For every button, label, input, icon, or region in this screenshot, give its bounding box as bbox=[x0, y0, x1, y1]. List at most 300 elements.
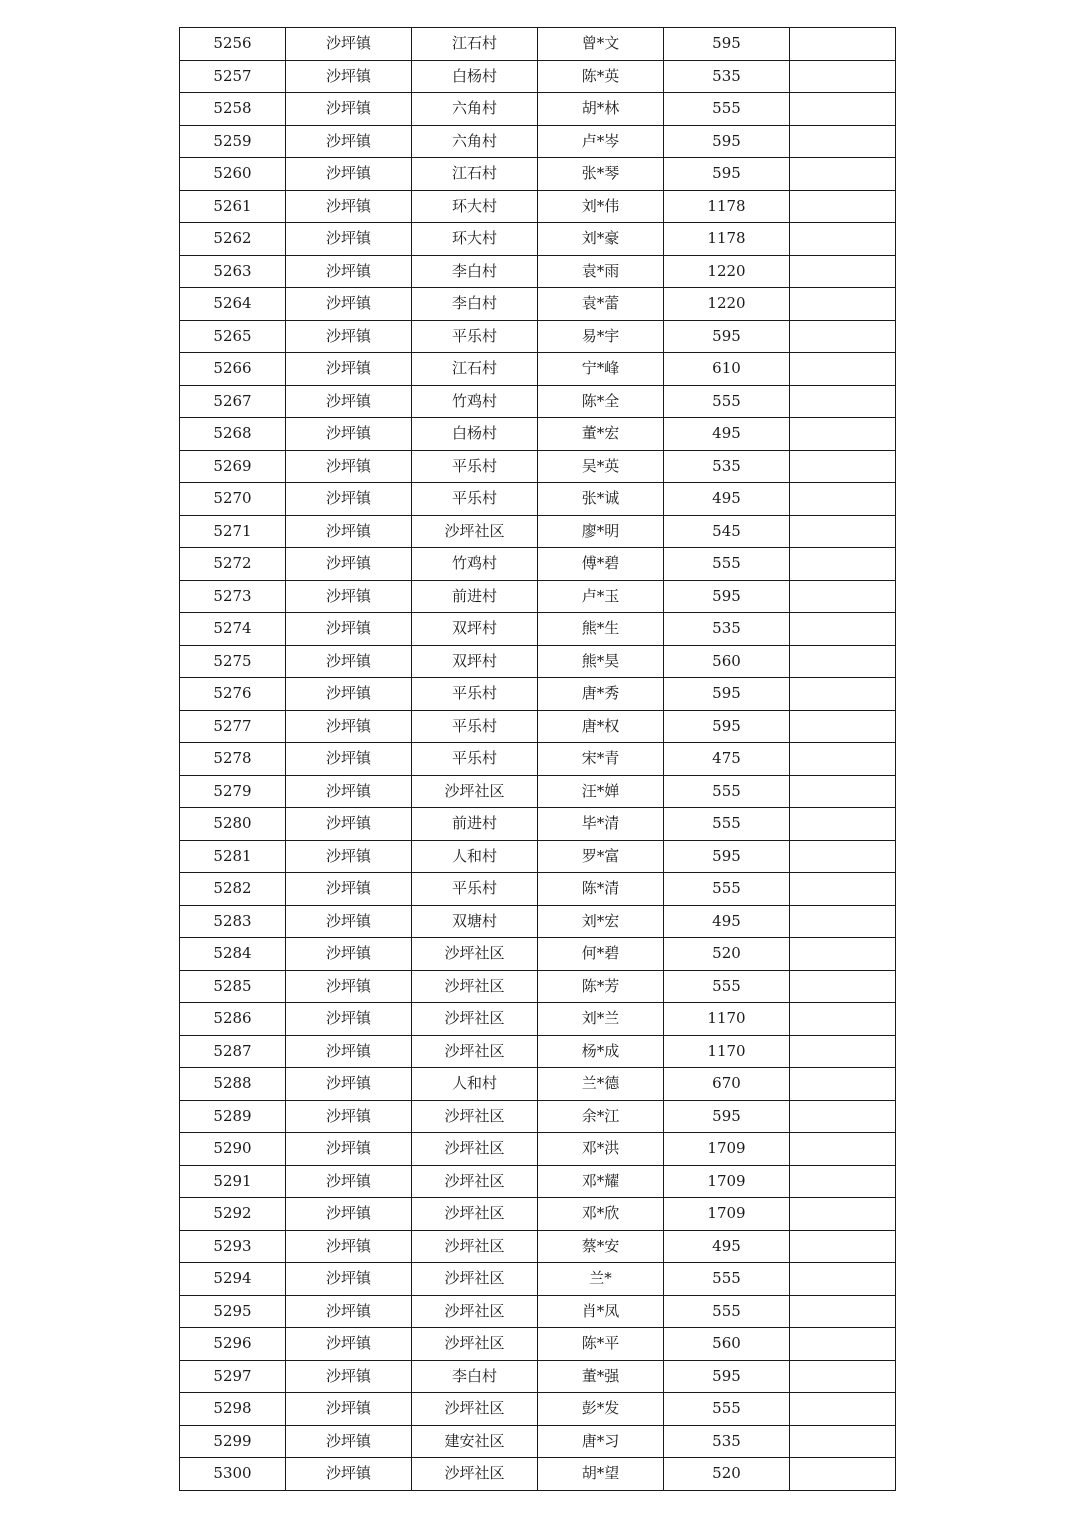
record-number: 5294 bbox=[180, 1263, 286, 1296]
note-cell bbox=[790, 1425, 896, 1458]
town-cell: 沙坪镇 bbox=[286, 1230, 412, 1263]
village-cell: 建安社区 bbox=[412, 1425, 538, 1458]
name-cell: 余*江 bbox=[538, 1100, 664, 1133]
town-cell: 沙坪镇 bbox=[286, 418, 412, 451]
village-cell: 江石村 bbox=[412, 28, 538, 61]
town-cell: 沙坪镇 bbox=[286, 190, 412, 223]
table-row bbox=[180, 385, 896, 418]
note-cell bbox=[790, 1328, 896, 1361]
table-row bbox=[180, 1068, 896, 1101]
town-cell: 沙坪镇 bbox=[286, 255, 412, 288]
amount-cell: 595 bbox=[664, 125, 790, 158]
town-cell: 沙坪镇 bbox=[286, 125, 412, 158]
village-cell: 环大村 bbox=[412, 223, 538, 256]
note-cell bbox=[790, 1035, 896, 1068]
record-number: 5256 bbox=[180, 28, 286, 61]
note-cell bbox=[790, 645, 896, 678]
note-cell bbox=[790, 223, 896, 256]
town-cell: 沙坪镇 bbox=[286, 158, 412, 191]
note-cell bbox=[790, 678, 896, 711]
name-cell: 卢*玉 bbox=[538, 580, 664, 613]
name-cell: 陈*平 bbox=[538, 1328, 664, 1361]
table-row bbox=[180, 1003, 896, 1036]
table-row bbox=[180, 1035, 896, 1068]
record-number: 5268 bbox=[180, 418, 286, 451]
amount-cell: 555 bbox=[664, 1263, 790, 1296]
village-cell: 人和村 bbox=[412, 1068, 538, 1101]
town-cell: 沙坪镇 bbox=[286, 1100, 412, 1133]
table-row bbox=[180, 320, 896, 353]
town-cell: 沙坪镇 bbox=[286, 905, 412, 938]
table-row bbox=[180, 125, 896, 158]
amount-cell: 560 bbox=[664, 645, 790, 678]
amount-cell: 595 bbox=[664, 1360, 790, 1393]
table-row bbox=[180, 743, 896, 776]
note-cell bbox=[790, 288, 896, 321]
table-row bbox=[180, 255, 896, 288]
town-cell: 沙坪镇 bbox=[286, 1198, 412, 1231]
table-row bbox=[180, 1295, 896, 1328]
note-cell bbox=[790, 93, 896, 126]
town-cell: 沙坪镇 bbox=[286, 385, 412, 418]
record-number: 5298 bbox=[180, 1393, 286, 1426]
village-cell: 沙坪社区 bbox=[412, 938, 538, 971]
amount-cell: 1709 bbox=[664, 1133, 790, 1166]
record-number: 5278 bbox=[180, 743, 286, 776]
town-cell: 沙坪镇 bbox=[286, 1393, 412, 1426]
village-cell: 沙坪社区 bbox=[412, 1133, 538, 1166]
table-row bbox=[180, 873, 896, 906]
name-cell: 曾*文 bbox=[538, 28, 664, 61]
amount-cell: 1220 bbox=[664, 288, 790, 321]
table-row bbox=[180, 1165, 896, 1198]
name-cell: 宁*峰 bbox=[538, 353, 664, 386]
village-cell: 双塘村 bbox=[412, 905, 538, 938]
table-row bbox=[180, 1263, 896, 1296]
town-cell: 沙坪镇 bbox=[286, 775, 412, 808]
record-number: 5280 bbox=[180, 808, 286, 841]
record-number: 5275 bbox=[180, 645, 286, 678]
amount-cell: 520 bbox=[664, 1458, 790, 1491]
village-cell: 沙坪社区 bbox=[412, 1003, 538, 1036]
village-cell: 李白村 bbox=[412, 255, 538, 288]
name-cell: 张*诚 bbox=[538, 483, 664, 516]
record-number: 5274 bbox=[180, 613, 286, 646]
record-number: 5291 bbox=[180, 1165, 286, 1198]
town-cell: 沙坪镇 bbox=[286, 288, 412, 321]
town-cell: 沙坪镇 bbox=[286, 1263, 412, 1296]
village-cell: 沙坪社区 bbox=[412, 1198, 538, 1231]
note-cell bbox=[790, 580, 896, 613]
amount-cell: 1178 bbox=[664, 223, 790, 256]
table-row bbox=[180, 1393, 896, 1426]
record-number: 5284 bbox=[180, 938, 286, 971]
name-cell: 张*琴 bbox=[538, 158, 664, 191]
amount-cell: 555 bbox=[664, 970, 790, 1003]
village-cell: 六角村 bbox=[412, 125, 538, 158]
village-cell: 平乐村 bbox=[412, 320, 538, 353]
village-cell: 沙坪社区 bbox=[412, 1100, 538, 1133]
table-row bbox=[180, 775, 896, 808]
village-cell: 双坪村 bbox=[412, 613, 538, 646]
name-cell: 兰*德 bbox=[538, 1068, 664, 1101]
record-number: 5258 bbox=[180, 93, 286, 126]
town-cell: 沙坪镇 bbox=[286, 873, 412, 906]
table-row bbox=[180, 580, 896, 613]
note-cell bbox=[790, 1133, 896, 1166]
village-cell: 双坪村 bbox=[412, 645, 538, 678]
amount-cell: 595 bbox=[664, 840, 790, 873]
record-number: 5265 bbox=[180, 320, 286, 353]
record-number: 5285 bbox=[180, 970, 286, 1003]
amount-cell: 1220 bbox=[664, 255, 790, 288]
village-cell: 竹鸡村 bbox=[412, 385, 538, 418]
name-cell: 袁*雨 bbox=[538, 255, 664, 288]
record-number: 5272 bbox=[180, 548, 286, 581]
table-row bbox=[180, 1458, 896, 1491]
note-cell bbox=[790, 1100, 896, 1133]
town-cell: 沙坪镇 bbox=[286, 1068, 412, 1101]
table-row bbox=[180, 678, 896, 711]
name-cell: 肖*凤 bbox=[538, 1295, 664, 1328]
name-cell: 唐*习 bbox=[538, 1425, 664, 1458]
name-cell: 刘*宏 bbox=[538, 905, 664, 938]
town-cell: 沙坪镇 bbox=[286, 613, 412, 646]
amount-cell: 495 bbox=[664, 418, 790, 451]
village-cell: 平乐村 bbox=[412, 483, 538, 516]
town-cell: 沙坪镇 bbox=[286, 1035, 412, 1068]
name-cell: 杨*成 bbox=[538, 1035, 664, 1068]
note-cell bbox=[790, 905, 896, 938]
table-row bbox=[180, 840, 896, 873]
village-cell: 沙坪社区 bbox=[412, 1263, 538, 1296]
record-number: 5287 bbox=[180, 1035, 286, 1068]
table-row bbox=[180, 190, 896, 223]
record-number: 5295 bbox=[180, 1295, 286, 1328]
village-cell: 平乐村 bbox=[412, 678, 538, 711]
town-cell: 沙坪镇 bbox=[286, 645, 412, 678]
village-cell: 沙坪社区 bbox=[412, 1328, 538, 1361]
amount-cell: 555 bbox=[664, 808, 790, 841]
record-number: 5289 bbox=[180, 1100, 286, 1133]
village-cell: 沙坪社区 bbox=[412, 1393, 538, 1426]
table-row bbox=[180, 548, 896, 581]
town-cell: 沙坪镇 bbox=[286, 483, 412, 516]
name-cell: 陈*英 bbox=[538, 60, 664, 93]
note-cell bbox=[790, 418, 896, 451]
amount-cell: 610 bbox=[664, 353, 790, 386]
table-row bbox=[180, 223, 896, 256]
note-cell bbox=[790, 613, 896, 646]
note-cell bbox=[790, 1263, 896, 1296]
village-cell: 前进村 bbox=[412, 580, 538, 613]
record-number: 5260 bbox=[180, 158, 286, 191]
village-cell: 沙坪社区 bbox=[412, 1035, 538, 1068]
amount-cell: 555 bbox=[664, 775, 790, 808]
amount-cell: 1178 bbox=[664, 190, 790, 223]
note-cell bbox=[790, 775, 896, 808]
amount-cell: 495 bbox=[664, 483, 790, 516]
note-cell bbox=[790, 1393, 896, 1426]
note-cell bbox=[790, 320, 896, 353]
table-row bbox=[180, 28, 896, 61]
name-cell: 陈*芳 bbox=[538, 970, 664, 1003]
name-cell: 何*碧 bbox=[538, 938, 664, 971]
village-cell: 平乐村 bbox=[412, 710, 538, 743]
note-cell bbox=[790, 1295, 896, 1328]
town-cell: 沙坪镇 bbox=[286, 938, 412, 971]
record-number: 5257 bbox=[180, 60, 286, 93]
record-number: 5300 bbox=[180, 1458, 286, 1491]
amount-cell: 535 bbox=[664, 613, 790, 646]
name-cell: 刘*豪 bbox=[538, 223, 664, 256]
table-row bbox=[180, 353, 896, 386]
town-cell: 沙坪镇 bbox=[286, 320, 412, 353]
record-number: 5262 bbox=[180, 223, 286, 256]
table-row bbox=[180, 288, 896, 321]
record-number: 5293 bbox=[180, 1230, 286, 1263]
village-cell: 人和村 bbox=[412, 840, 538, 873]
record-number: 5286 bbox=[180, 1003, 286, 1036]
record-number: 5279 bbox=[180, 775, 286, 808]
name-cell: 唐*秀 bbox=[538, 678, 664, 711]
name-cell: 蔡*安 bbox=[538, 1230, 664, 1263]
name-cell: 毕*清 bbox=[538, 808, 664, 841]
name-cell: 唐*权 bbox=[538, 710, 664, 743]
table-row bbox=[180, 970, 896, 1003]
name-cell: 陈*全 bbox=[538, 385, 664, 418]
note-cell bbox=[790, 1165, 896, 1198]
village-cell: 六角村 bbox=[412, 93, 538, 126]
name-cell: 宋*青 bbox=[538, 743, 664, 776]
table-row bbox=[180, 418, 896, 451]
record-number: 5266 bbox=[180, 353, 286, 386]
name-cell: 邓*耀 bbox=[538, 1165, 664, 1198]
note-cell bbox=[790, 1360, 896, 1393]
table-row bbox=[180, 905, 896, 938]
village-cell: 竹鸡村 bbox=[412, 548, 538, 581]
table-row bbox=[180, 1425, 896, 1458]
note-cell bbox=[790, 808, 896, 841]
record-number: 5281 bbox=[180, 840, 286, 873]
table-row bbox=[180, 1133, 896, 1166]
amount-cell: 535 bbox=[664, 60, 790, 93]
amount-cell: 1170 bbox=[664, 1003, 790, 1036]
town-cell: 沙坪镇 bbox=[286, 743, 412, 776]
record-number: 5290 bbox=[180, 1133, 286, 1166]
name-cell: 熊*昊 bbox=[538, 645, 664, 678]
village-cell: 沙坪社区 bbox=[412, 1295, 538, 1328]
name-cell: 陈*清 bbox=[538, 873, 664, 906]
amount-cell: 535 bbox=[664, 1425, 790, 1458]
note-cell bbox=[790, 60, 896, 93]
table-row bbox=[180, 808, 896, 841]
village-cell: 沙坪社区 bbox=[412, 970, 538, 1003]
note-cell bbox=[790, 353, 896, 386]
note-cell bbox=[790, 938, 896, 971]
village-cell: 白杨村 bbox=[412, 60, 538, 93]
note-cell bbox=[790, 710, 896, 743]
records-table bbox=[179, 27, 896, 1491]
note-cell bbox=[790, 840, 896, 873]
village-cell: 平乐村 bbox=[412, 450, 538, 483]
note-cell bbox=[790, 1068, 896, 1101]
name-cell: 刘*伟 bbox=[538, 190, 664, 223]
record-number: 5296 bbox=[180, 1328, 286, 1361]
village-cell: 环大村 bbox=[412, 190, 538, 223]
record-number: 5277 bbox=[180, 710, 286, 743]
town-cell: 沙坪镇 bbox=[286, 1458, 412, 1491]
amount-cell: 595 bbox=[664, 678, 790, 711]
amount-cell: 545 bbox=[664, 515, 790, 548]
town-cell: 沙坪镇 bbox=[286, 1295, 412, 1328]
town-cell: 沙坪镇 bbox=[286, 710, 412, 743]
amount-cell: 495 bbox=[664, 905, 790, 938]
town-cell: 沙坪镇 bbox=[286, 1003, 412, 1036]
town-cell: 沙坪镇 bbox=[286, 1133, 412, 1166]
name-cell: 刘*兰 bbox=[538, 1003, 664, 1036]
village-cell: 沙坪社区 bbox=[412, 775, 538, 808]
record-number: 5267 bbox=[180, 385, 286, 418]
amount-cell: 595 bbox=[664, 158, 790, 191]
note-cell bbox=[790, 970, 896, 1003]
record-number: 5261 bbox=[180, 190, 286, 223]
table-row bbox=[180, 938, 896, 971]
town-cell: 沙坪镇 bbox=[286, 450, 412, 483]
amount-cell: 1709 bbox=[664, 1198, 790, 1231]
table-row bbox=[180, 710, 896, 743]
record-number: 5269 bbox=[180, 450, 286, 483]
village-cell: 沙坪社区 bbox=[412, 1165, 538, 1198]
table-row bbox=[180, 1198, 896, 1231]
table-row bbox=[180, 158, 896, 191]
name-cell: 董*宏 bbox=[538, 418, 664, 451]
record-number: 5288 bbox=[180, 1068, 286, 1101]
note-cell bbox=[790, 450, 896, 483]
town-cell: 沙坪镇 bbox=[286, 1360, 412, 1393]
record-number: 5282 bbox=[180, 873, 286, 906]
record-number: 5292 bbox=[180, 1198, 286, 1231]
record-number: 5259 bbox=[180, 125, 286, 158]
town-cell: 沙坪镇 bbox=[286, 1165, 412, 1198]
table-row bbox=[180, 1100, 896, 1133]
village-cell: 江石村 bbox=[412, 353, 538, 386]
note-cell bbox=[790, 1458, 896, 1491]
record-number: 5264 bbox=[180, 288, 286, 321]
town-cell: 沙坪镇 bbox=[286, 28, 412, 61]
table-row bbox=[180, 450, 896, 483]
record-number: 5263 bbox=[180, 255, 286, 288]
amount-cell: 1709 bbox=[664, 1165, 790, 1198]
amount-cell: 555 bbox=[664, 548, 790, 581]
note-cell bbox=[790, 190, 896, 223]
note-cell bbox=[790, 1003, 896, 1036]
table-row bbox=[180, 645, 896, 678]
record-number: 5270 bbox=[180, 483, 286, 516]
village-cell: 白杨村 bbox=[412, 418, 538, 451]
name-cell: 胡*望 bbox=[538, 1458, 664, 1491]
table-row bbox=[180, 93, 896, 126]
table-row bbox=[180, 1328, 896, 1361]
table-row bbox=[180, 1230, 896, 1263]
town-cell: 沙坪镇 bbox=[286, 353, 412, 386]
name-cell: 邓*欣 bbox=[538, 1198, 664, 1231]
village-cell: 江石村 bbox=[412, 158, 538, 191]
note-cell bbox=[790, 28, 896, 61]
amount-cell: 555 bbox=[664, 93, 790, 126]
town-cell: 沙坪镇 bbox=[286, 93, 412, 126]
table-row bbox=[180, 60, 896, 93]
note-cell bbox=[790, 125, 896, 158]
table-row bbox=[180, 1360, 896, 1393]
village-cell: 平乐村 bbox=[412, 873, 538, 906]
table-row bbox=[180, 613, 896, 646]
village-cell: 沙坪社区 bbox=[412, 1230, 538, 1263]
town-cell: 沙坪镇 bbox=[286, 223, 412, 256]
amount-cell: 595 bbox=[664, 28, 790, 61]
amount-cell: 595 bbox=[664, 320, 790, 353]
note-cell bbox=[790, 548, 896, 581]
town-cell: 沙坪镇 bbox=[286, 1425, 412, 1458]
amount-cell: 555 bbox=[664, 873, 790, 906]
town-cell: 沙坪镇 bbox=[286, 1328, 412, 1361]
amount-cell: 475 bbox=[664, 743, 790, 776]
name-cell: 熊*生 bbox=[538, 613, 664, 646]
note-cell bbox=[790, 873, 896, 906]
record-number: 5273 bbox=[180, 580, 286, 613]
name-cell: 袁*蕾 bbox=[538, 288, 664, 321]
name-cell: 汪*婵 bbox=[538, 775, 664, 808]
table-row bbox=[180, 515, 896, 548]
amount-cell: 555 bbox=[664, 1393, 790, 1426]
record-number: 5297 bbox=[180, 1360, 286, 1393]
records-table-body bbox=[180, 28, 896, 1491]
village-cell: 沙坪社区 bbox=[412, 515, 538, 548]
town-cell: 沙坪镇 bbox=[286, 515, 412, 548]
village-cell: 前进村 bbox=[412, 808, 538, 841]
town-cell: 沙坪镇 bbox=[286, 678, 412, 711]
amount-cell: 1170 bbox=[664, 1035, 790, 1068]
town-cell: 沙坪镇 bbox=[286, 548, 412, 581]
name-cell: 廖*明 bbox=[538, 515, 664, 548]
name-cell: 邓*洪 bbox=[538, 1133, 664, 1166]
note-cell bbox=[790, 515, 896, 548]
record-number: 5276 bbox=[180, 678, 286, 711]
village-cell: 李白村 bbox=[412, 288, 538, 321]
amount-cell: 670 bbox=[664, 1068, 790, 1101]
note-cell bbox=[790, 385, 896, 418]
town-cell: 沙坪镇 bbox=[286, 60, 412, 93]
town-cell: 沙坪镇 bbox=[286, 840, 412, 873]
note-cell bbox=[790, 1198, 896, 1231]
table-row bbox=[180, 483, 896, 516]
note-cell bbox=[790, 483, 896, 516]
record-number: 5283 bbox=[180, 905, 286, 938]
village-cell: 沙坪社区 bbox=[412, 1458, 538, 1491]
amount-cell: 555 bbox=[664, 1295, 790, 1328]
amount-cell: 595 bbox=[664, 710, 790, 743]
name-cell: 易*宇 bbox=[538, 320, 664, 353]
name-cell: 卢*岑 bbox=[538, 125, 664, 158]
note-cell bbox=[790, 743, 896, 776]
name-cell: 董*强 bbox=[538, 1360, 664, 1393]
name-cell: 彭*发 bbox=[538, 1393, 664, 1426]
town-cell: 沙坪镇 bbox=[286, 808, 412, 841]
amount-cell: 520 bbox=[664, 938, 790, 971]
amount-cell: 535 bbox=[664, 450, 790, 483]
village-cell: 李白村 bbox=[412, 1360, 538, 1393]
name-cell: 傅*碧 bbox=[538, 548, 664, 581]
